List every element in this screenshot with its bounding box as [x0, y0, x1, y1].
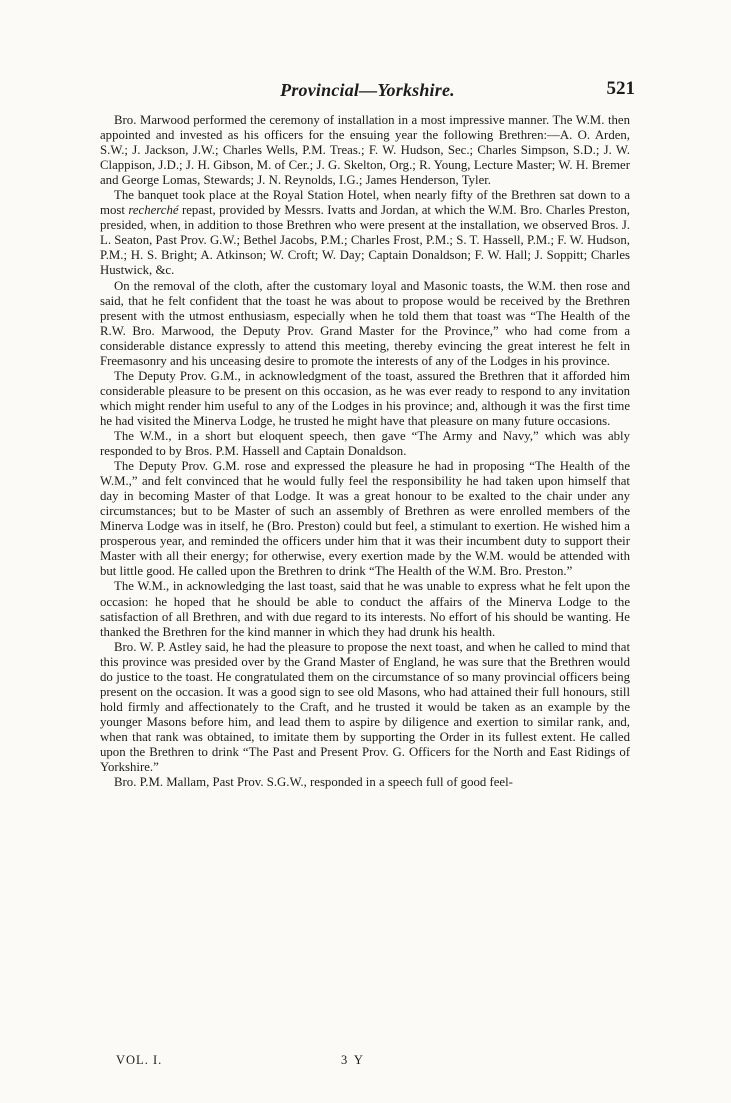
- running-title: Provincial—Yorkshire.: [280, 80, 455, 100]
- banquet-text-end: repast, provided by Messrs. Ivatts and Jordan, at which the W.M. Bro. Charles Preston, presided, when, in addition to those Brethren who were present at the installation, we observed Bros. J. L. Seaton, Past Prov. G.W.; Bethel Jacobs, P.M.; Charles Frost, P.M.; S. T. Hassell, P.M.; F. W. Hudson, P.M.; H. S. Bright; A. Atkinson; W. Croft; W. Day; Captain Donaldson; F. W. Hall; J. Soppitt; Charles Hustwick, &c.: [100, 203, 630, 278]
- paragraph-banquet: [100, 188, 630, 278]
- banquet-emphasis: recherché: [128, 203, 179, 218]
- volume-label: VOL. I.: [116, 1053, 163, 1067]
- page-footer: [116, 1053, 476, 1071]
- article-body: [100, 113, 630, 790]
- paragraph-wm-reply: The W.M., in acknowledging the last toast, said that he was unable to express what he felt upon the occasion: he hoped that he should be able to conduct the affairs of the Minerva Lodge to the satisfaction of all Brethren, and with due regard to its interests. No effort of his should be wanting. He thanked the Brethren for the kind manner in which they had drunk his health.: [100, 579, 630, 639]
- page-number: 521: [606, 78, 635, 99]
- paragraph-deputy-reply: The Deputy Prov. G.M., in acknowledgment of the toast, assured the Brethren that it afforded him considerable pleasure to be present on this occasion, as he was ever ready to respond to any invitation which might render him useful to any of the Lodges in his province; and, although it was the first time he had visited the Minerva Lodge, he trusted he might have that pleasure on many future occasions.: [100, 368, 630, 428]
- paragraph-installation: Bro. Marwood performed the ceremony of installation in a most impressive manner. The W.M. then appointed and invested as his officers for the ensuing year the following Brethren:—A. O. Arden, S.W.; J. Jackson, J.W.; Charles Wells, P.M. Treas.; F. W. Hudson, Sec.; Charles Simpson, S.D.; J. W. Clappison, J.D.; J. H. Gibson, M. of Cer.; J. G. Skelton, Org.; R. Young, Lecture Master; W. H. Bremer and George Lomas, Stewards; J. N. Reynolds, I.G.; James Henderson, Tyler.: [100, 113, 630, 188]
- paragraph-toast-wm: The Deputy Prov. G.M. rose and expressed the pleasure he had in proposing “The Health of the W.M.,” and felt convinced that he would fully feel the responsibility he had taken upon himself that day in becoming Master of that Lodge. It was a great honour to be exalted to the chair under any circumstances; but to be Master of such an assembly of Brethren as were enrolled members of the Minerva Lodge was in itself, he (Bro. Preston) could but feel, a stimulant to exertion. He wished him a prosperous year, and reminded the officers under him that it was their incumbent duty to support their Master with all their energy; for otherwise, every exertion made by the W.M. would be attended with but little good. He called upon the Brethren to drink “The Health of the W.M. Bro. Preston.”: [100, 459, 630, 579]
- signature-mark: 3 Y: [341, 1053, 365, 1067]
- paragraph-astley-toast: Bro. W. P. Astley said, he had the pleasure to propose the next toast, and when he called to mind that this province was presided over by the Grand Master of England, he was sure that the Brethren would do justice to the toast. He congratulated them on the circumstance of so many provincial officers being present on the occasion. It was a good sign to see old Masons, who had attained their full honours, still hold firmly and affectionately to the Craft, and he trusted it would be taken as an example by the younger Masons before him, and lead them to aspire by diligence and exertion to similar rank, and, when that rank was obtained, to imitate them by supporting the Order in its fullest extent. He called upon the Brethren to drink “The Past and Present Prov. G. Officers for the North and East Ridings of Yorkshire.”: [100, 639, 630, 775]
- page-header: [100, 78, 635, 106]
- paragraph-army-navy: The W.M., in a short but eloquent speech, then gave “The Army and Navy,” which was ably responded to by Bros. P.M. Hassell and Captain Donaldson.: [100, 428, 630, 459]
- paragraph-mallam: Bro. P.M. Mallam, Past Prov. S.G.W., responded in a speech full of good feel-: [114, 775, 513, 790]
- paragraph-toast-marwood: On the removal of the cloth, after the customary loyal and Masonic toasts, the W.M. then rose and said, that he felt confident that the toast he was about to propose would be received by the Brethren present with the utmost enthusiasm, especially when he told them that toast was “The Health of the R.W. Bro. Marwood, the Deputy Prov. Grand Master for the Province,” who had come from a considerable distance expressly to attend this meeting, thereby evincing the great interest he felt in Freemasonry and his unceasing desire to promote the interests of any of the Lodges in his province.: [100, 278, 630, 368]
- banquet-text-start: The banquet took place at the Royal Station Hotel, when nearly fifty of the Brethren sat down to a most: [100, 188, 630, 218]
